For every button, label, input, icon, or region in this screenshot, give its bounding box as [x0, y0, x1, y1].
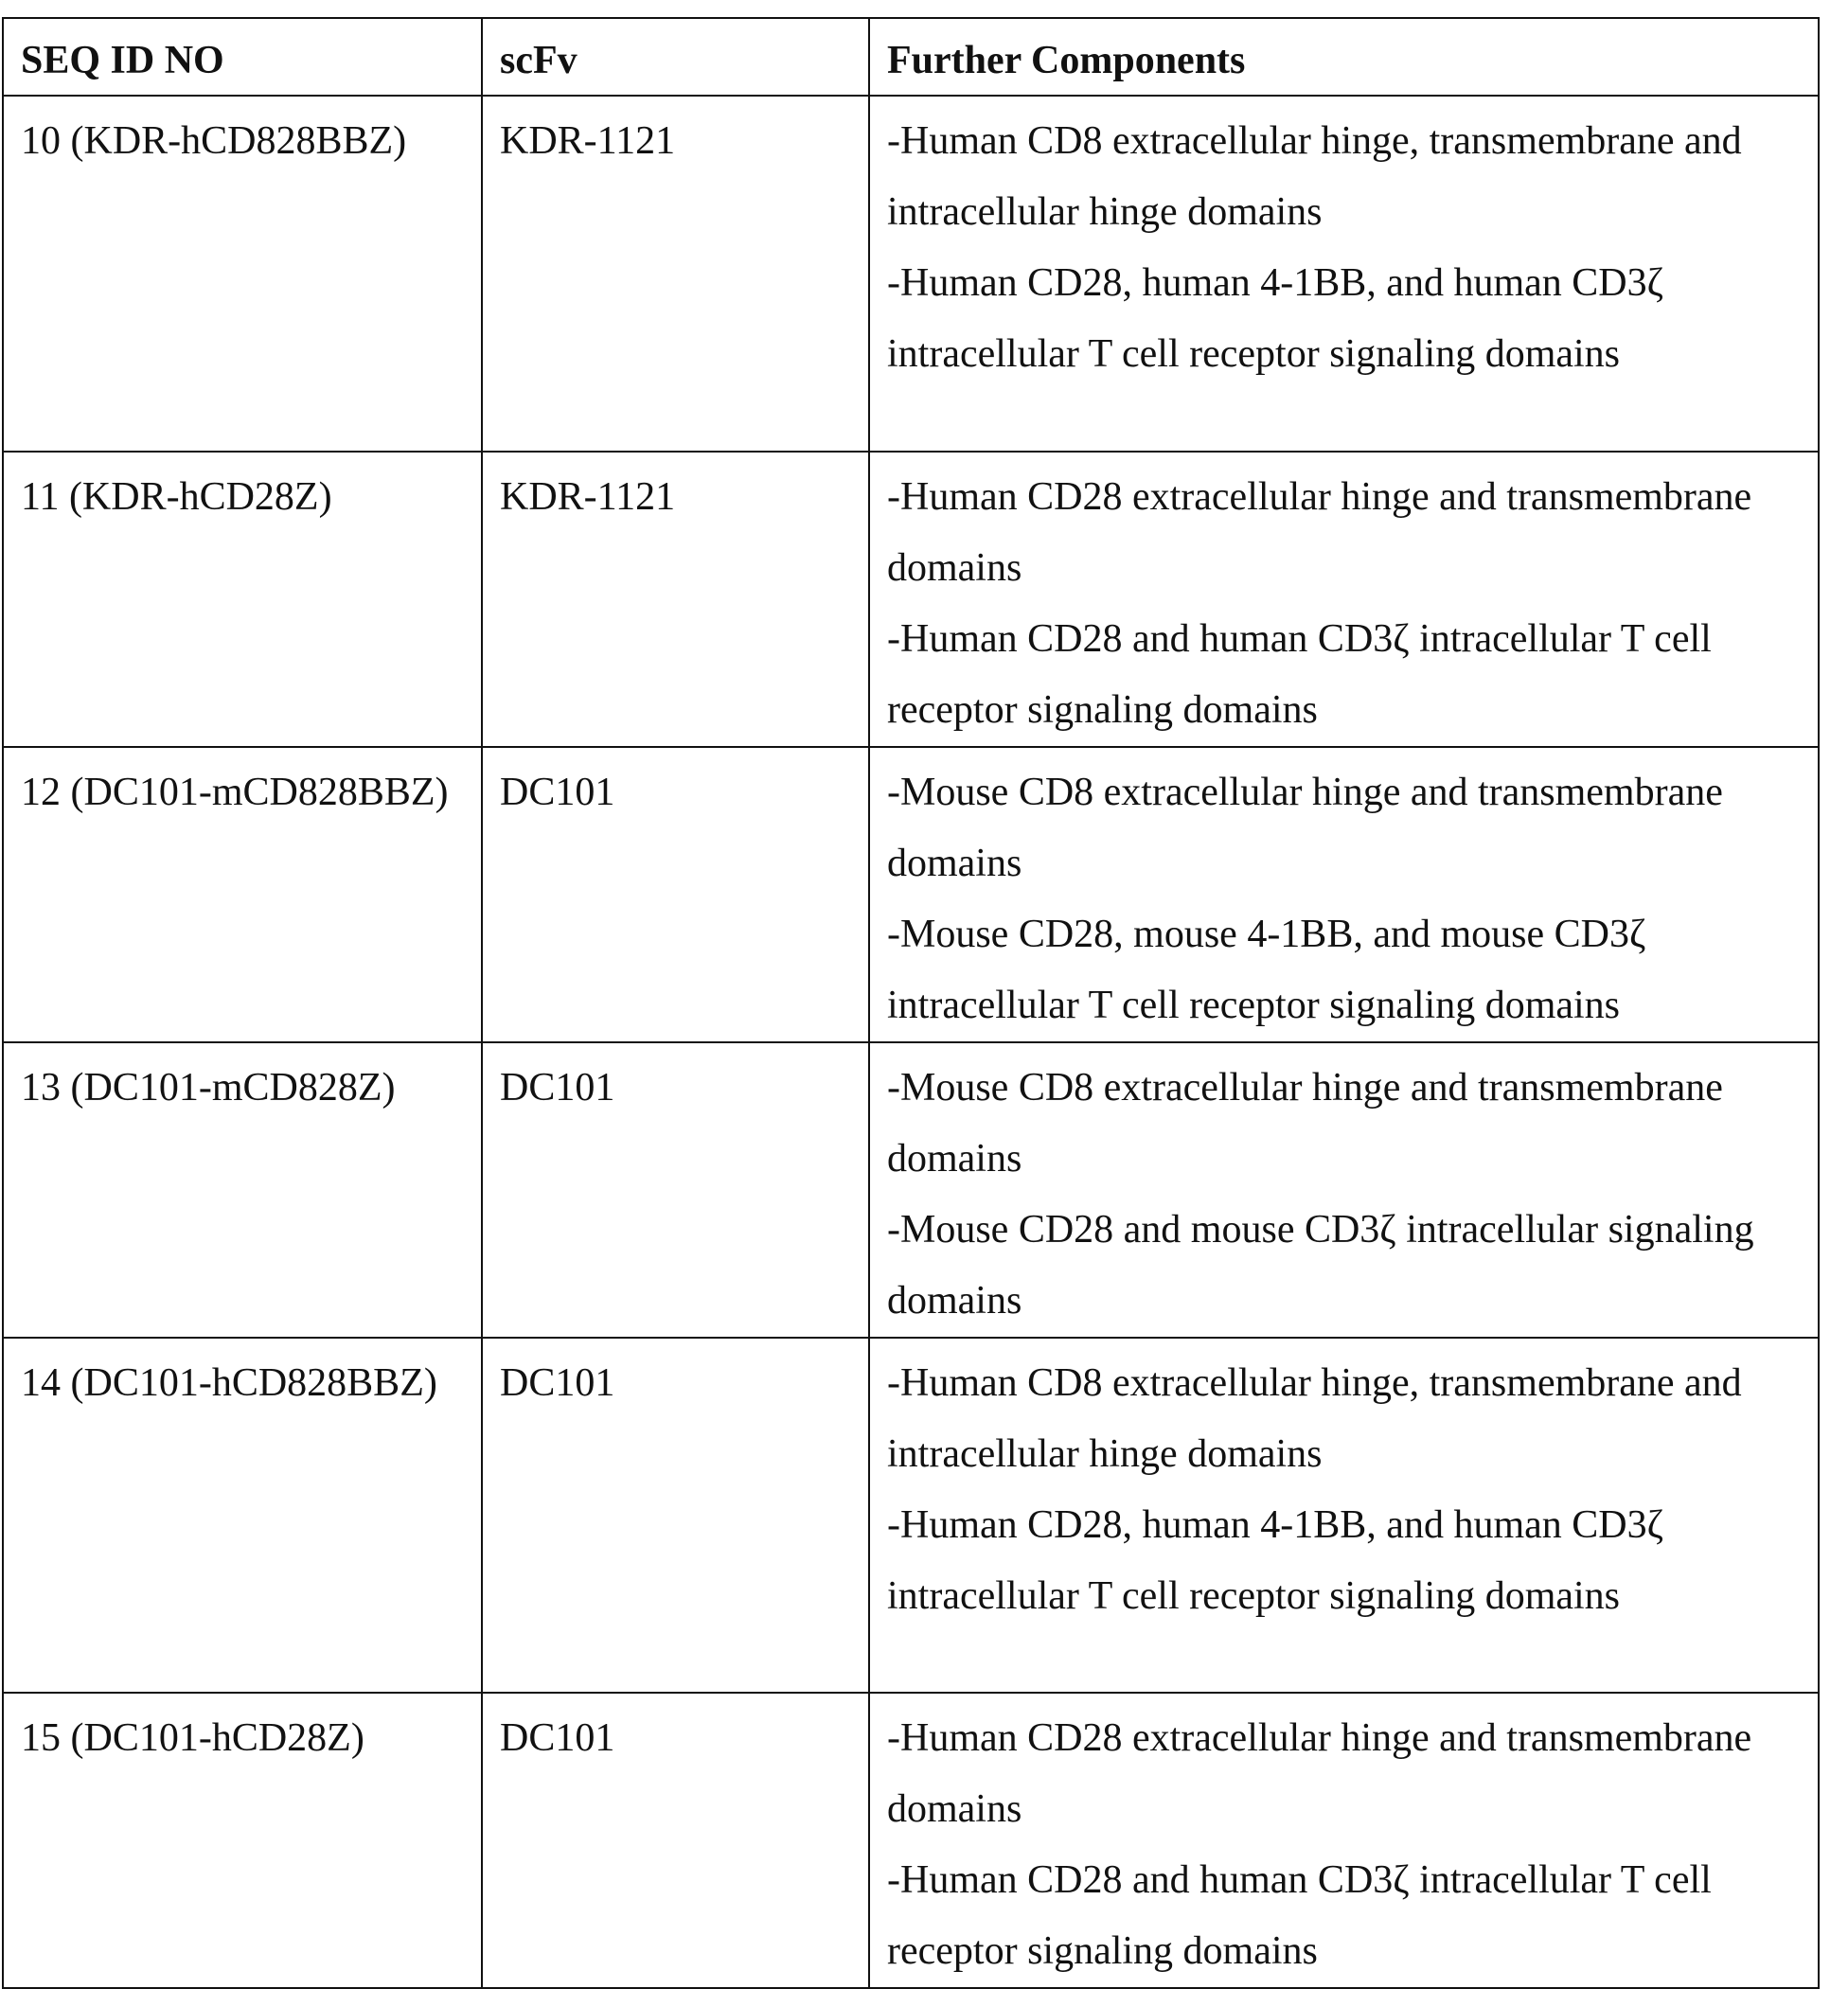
- component-item: -Human CD28, human 4-1BB, and human CD3ζ intracellular T cell receptor signaling domains: [887, 1490, 1801, 1632]
- components-cell: [869, 96, 1819, 452]
- components-cell: [869, 1693, 1819, 1988]
- components-cell: [869, 747, 1819, 1042]
- table-row: [3, 1693, 1819, 1988]
- components-cell: [869, 1338, 1819, 1693]
- scfv-cell: DC101: [482, 747, 869, 1042]
- table-row: [3, 1042, 1819, 1338]
- seq-id-cell: 10 (KDR-hCD828BBZ): [3, 96, 482, 452]
- component-item: -Human CD28 and human CD3ζ intracellular T cell receptor signaling domains: [887, 1845, 1801, 1987]
- table-row: [3, 452, 1819, 747]
- scfv-cell: DC101: [482, 1693, 869, 1988]
- header-scfv: scFv: [482, 18, 869, 96]
- seq-id-cell: 13 (DC101-mCD828Z): [3, 1042, 482, 1338]
- seq-id-cell: 11 (KDR-hCD28Z): [3, 452, 482, 747]
- component-item: -Human CD8 extracellular hinge, transmembrane and intracellular hinge domains: [887, 1348, 1801, 1490]
- component-item: -Mouse CD8 extracellular hinge and transmembrane domains: [887, 757, 1801, 899]
- scfv-cell: KDR-1121: [482, 452, 869, 747]
- table-row: [3, 96, 1819, 452]
- header-row: [3, 18, 1819, 96]
- seq-id-cell: 15 (DC101-hCD28Z): [3, 1693, 482, 1988]
- component-item: -Mouse CD28, mouse 4-1BB, and mouse CD3ζ intracellular T cell receptor signaling domains: [887, 899, 1801, 1041]
- component-item: -Human CD28, human 4-1BB, and human CD3ζ intracellular T cell receptor signaling domains: [887, 248, 1801, 390]
- component-item: -Human CD28 and human CD3ζ intracellular T cell receptor signaling domains: [887, 604, 1801, 746]
- seq-id-cell: 14 (DC101-hCD828BBZ): [3, 1338, 482, 1693]
- table-row: [3, 1338, 1819, 1693]
- component-item: -Mouse CD28 and mouse CD3ζ intracellular signaling domains: [887, 1195, 1801, 1337]
- component-item: -Mouse CD8 extracellular hinge and transmembrane domains: [887, 1053, 1801, 1195]
- components-cell: [869, 452, 1819, 747]
- scfv-cell: DC101: [482, 1042, 869, 1338]
- seq-id-cell: 12 (DC101-mCD828BBZ): [3, 747, 482, 1042]
- component-item: -Human CD8 extracellular hinge, transmembrane and intracellular hinge domains: [887, 106, 1801, 248]
- scfv-cell: DC101: [482, 1338, 869, 1693]
- components-cell: [869, 1042, 1819, 1338]
- component-item: -Human CD28 extracellular hinge and transmembrane domains: [887, 462, 1801, 604]
- components-table: [2, 17, 1820, 1989]
- header-seq-id: SEQ ID NO: [3, 18, 482, 96]
- header-further-components: Further Components: [869, 18, 1819, 96]
- scfv-cell: KDR-1121: [482, 96, 869, 452]
- table-row: [3, 747, 1819, 1042]
- component-item: -Human CD28 extracellular hinge and transmembrane domains: [887, 1703, 1801, 1845]
